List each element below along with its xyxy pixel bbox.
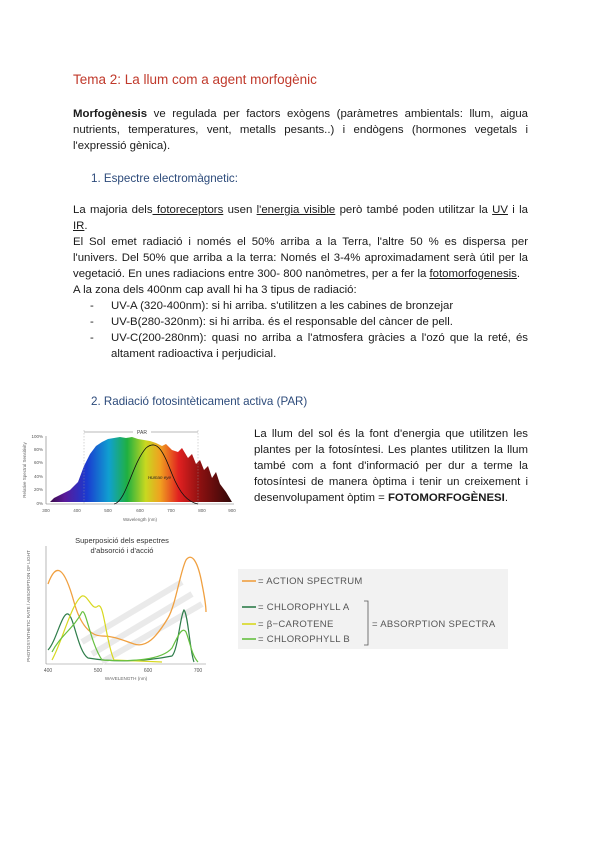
- section1-p3: A la zona dels 400nm cap avall hi ha 3 tipus de radiació:: [73, 284, 357, 296]
- x-tick: 900: [228, 508, 236, 513]
- x-tick: 300: [42, 508, 50, 513]
- link-fotoreceptors[interactable]: fotoreceptors: [152, 204, 224, 216]
- x-tick: 600: [136, 508, 144, 513]
- list-item: - UV-A (320-400nm): si hi arriba. s'utilitzen a les cabines de bronzejar: [90, 298, 528, 314]
- p1-text-a: La majoria dels: [73, 204, 153, 216]
- p2-text: El Sol emet radiació i només el 50% arriba a la Terra, l'altre 50 % es dispersa per l'univers. Del 50% que arriba a la terra: Només el 3-4% aproximadament serà útil per la vegetació. En unes radiacions entre 300- 800 nanòmetres, per a fer la: [73, 236, 528, 280]
- radiation-list: [90, 298, 528, 362]
- p1-text-c: però també poden utilitzar la: [335, 204, 493, 216]
- section1-p2: [73, 234, 528, 282]
- par-label: PAR: [137, 430, 147, 436]
- y-tick: 0%: [36, 501, 43, 506]
- p1-text-b: usen: [223, 204, 257, 216]
- section2-end: .: [504, 492, 508, 504]
- par-spectrum-figure: [22, 424, 240, 528]
- page-title: Tema 2: La llum com a agent morfogènic: [73, 72, 317, 87]
- x-tick: 800: [198, 508, 206, 513]
- p1-text-d: i la: [507, 204, 528, 216]
- figure2-x-axis-label: WAVELENGTH (nm): [104, 676, 148, 681]
- legend-action: = ACTION SPECTRUM: [258, 576, 363, 587]
- section2-bold: FOTOMORFOGÈNESI: [387, 492, 505, 504]
- intro-paragraph: [73, 106, 528, 154]
- y-tick: 80%: [33, 447, 43, 452]
- link-energia-visible[interactable]: l'energia visible: [256, 204, 336, 216]
- intro-text: ve regulada per factors exògens (paràmetres ambientals: llum, aigua nutrients, temperatures, vent, metalls pesants..) i endògens (hormones vegetals i l'expressió gènica).: [73, 108, 528, 152]
- spectra-legend: [238, 569, 508, 649]
- section2-body: La llum del sol és la font d'energia que utilitzen les plantes per la fotosíntesi. Les plantes utilitzen la llum també com a font d'informació per dur a terme la fotosíntesi de manera òptima i tenir un creixement i desenvolupament òptim =: [254, 428, 528, 504]
- section1-heading: 1. Espectre electromàgnetic:: [91, 172, 238, 185]
- legend-carotene: = β−CAROTENE: [258, 619, 334, 630]
- x-tick: 600: [143, 668, 153, 674]
- section2-heading: 2. Radiació fotosintèticament activa (PAR): [91, 395, 308, 408]
- legend-chl-b: = CHLOROPHYLL B: [258, 634, 351, 645]
- section1-p1: [73, 202, 528, 234]
- list-item: - UV-B(280-320nm): si hi arriba. és el responsable del càncer de pell.: [90, 314, 528, 330]
- link-fotomorfogenesis[interactable]: fotomorfogenesis: [429, 268, 517, 280]
- section1-body: [73, 202, 528, 362]
- figure2-title-line2: d'absorció i d'acció: [90, 546, 154, 555]
- x-tick: 400: [73, 508, 81, 513]
- figure2-title-line1: Superposició dels espectres: [75, 536, 169, 545]
- list-item: - UV-C(200-280nm): quasi no arriba a l'atmosfera gràcies a l'ozó que la reté, és altament radioactiva i perjudicial.: [90, 330, 528, 362]
- x-tick: 700: [167, 508, 175, 513]
- y-tick: 40%: [33, 474, 43, 479]
- legend-chl-a: = CHLOROPHYLL A: [258, 602, 350, 613]
- figure2-y-axis-label: PHOTOSYNTHETIC RATE / ABSORPTION OF LIGHT: [26, 550, 31, 662]
- p1-text-e: .: [84, 220, 88, 232]
- legend-absorption: = ABSORPTION SPECTRA: [372, 619, 496, 630]
- x-tick: 500: [104, 508, 112, 513]
- section2-text: [254, 426, 528, 506]
- absorption-spectra-figure: [22, 532, 230, 682]
- intro-bold: Morfogènesis: [73, 108, 148, 120]
- x-tick: 500: [93, 668, 103, 674]
- y-axis-label: Relative Spectral Sensitivity: [22, 442, 27, 498]
- x-axis-label: Wavelength (nm): [122, 517, 158, 522]
- y-tick: 100%: [31, 434, 43, 439]
- link-ir[interactable]: IR: [73, 220, 85, 232]
- link-uv[interactable]: UV: [492, 204, 508, 216]
- curve-label: Human eye: [148, 475, 172, 480]
- p2-end: .: [516, 268, 521, 280]
- x-tick: 700: [193, 668, 203, 674]
- x-tick: 400: [43, 668, 53, 674]
- y-tick: 20%: [33, 487, 43, 492]
- y-tick: 60%: [33, 460, 43, 465]
